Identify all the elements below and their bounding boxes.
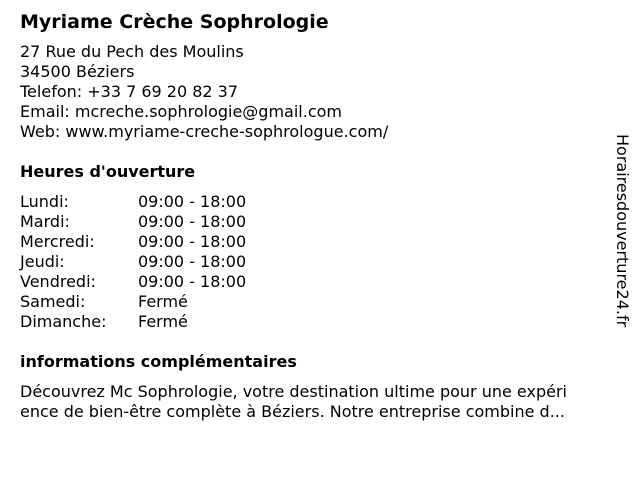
- hours-day: Vendredi:: [20, 272, 96, 291]
- hours-row: [20, 272, 610, 292]
- site-watermark: Horairesdouverture24.fr: [613, 134, 632, 328]
- hours-day: Samedi:: [20, 292, 86, 311]
- phone-line: Telefon: +33 7 69 20 82 37: [20, 82, 239, 101]
- hours-time: 09:00 - 18:00: [138, 252, 247, 271]
- hours-day: Mercredi:: [20, 232, 95, 251]
- hours-row: [20, 292, 610, 312]
- business-card: [20, 10, 610, 422]
- hours-time: 09:00 - 18:00: [138, 272, 247, 291]
- hours-title: Heures d'ouverture: [20, 162, 196, 181]
- hours-day: Lundi:: [20, 192, 69, 211]
- info-description-line: Découvrez Mc Sophrologie, votre destination ultime pour une expéri: [20, 382, 567, 401]
- email-line: Email: mcreche.sophrologie@gmail.com: [20, 102, 342, 121]
- info-title: informations complémentaires: [20, 352, 297, 371]
- hours-day: Dimanche:: [20, 312, 107, 331]
- hours-time: Fermé: [138, 312, 188, 331]
- hours-time: 09:00 - 18:00: [138, 212, 247, 231]
- hours-time: 09:00 - 18:00: [138, 192, 247, 211]
- hours-time: Fermé: [138, 292, 188, 311]
- hours-day: Jeudi:: [20, 252, 65, 271]
- hours-row: [20, 192, 610, 212]
- hours-row: [20, 212, 610, 232]
- hours-row: [20, 312, 610, 332]
- hours-row: [20, 252, 610, 272]
- info-description-line: ence de bien-être complète à Béziers. Notre entreprise combine d...: [20, 402, 565, 421]
- hours-time: 09:00 - 18:00: [138, 232, 247, 251]
- web-line: Web: www.myriame-creche-sophrologue.com/: [20, 122, 389, 141]
- business-name: Myriame Crèche Sophrologie: [20, 11, 329, 33]
- hours-row: [20, 232, 610, 252]
- hours-day: Mardi:: [20, 212, 70, 231]
- address-city: 34500 Béziers: [20, 62, 135, 81]
- address-street: 27 Rue du Pech des Moulins: [20, 42, 244, 61]
